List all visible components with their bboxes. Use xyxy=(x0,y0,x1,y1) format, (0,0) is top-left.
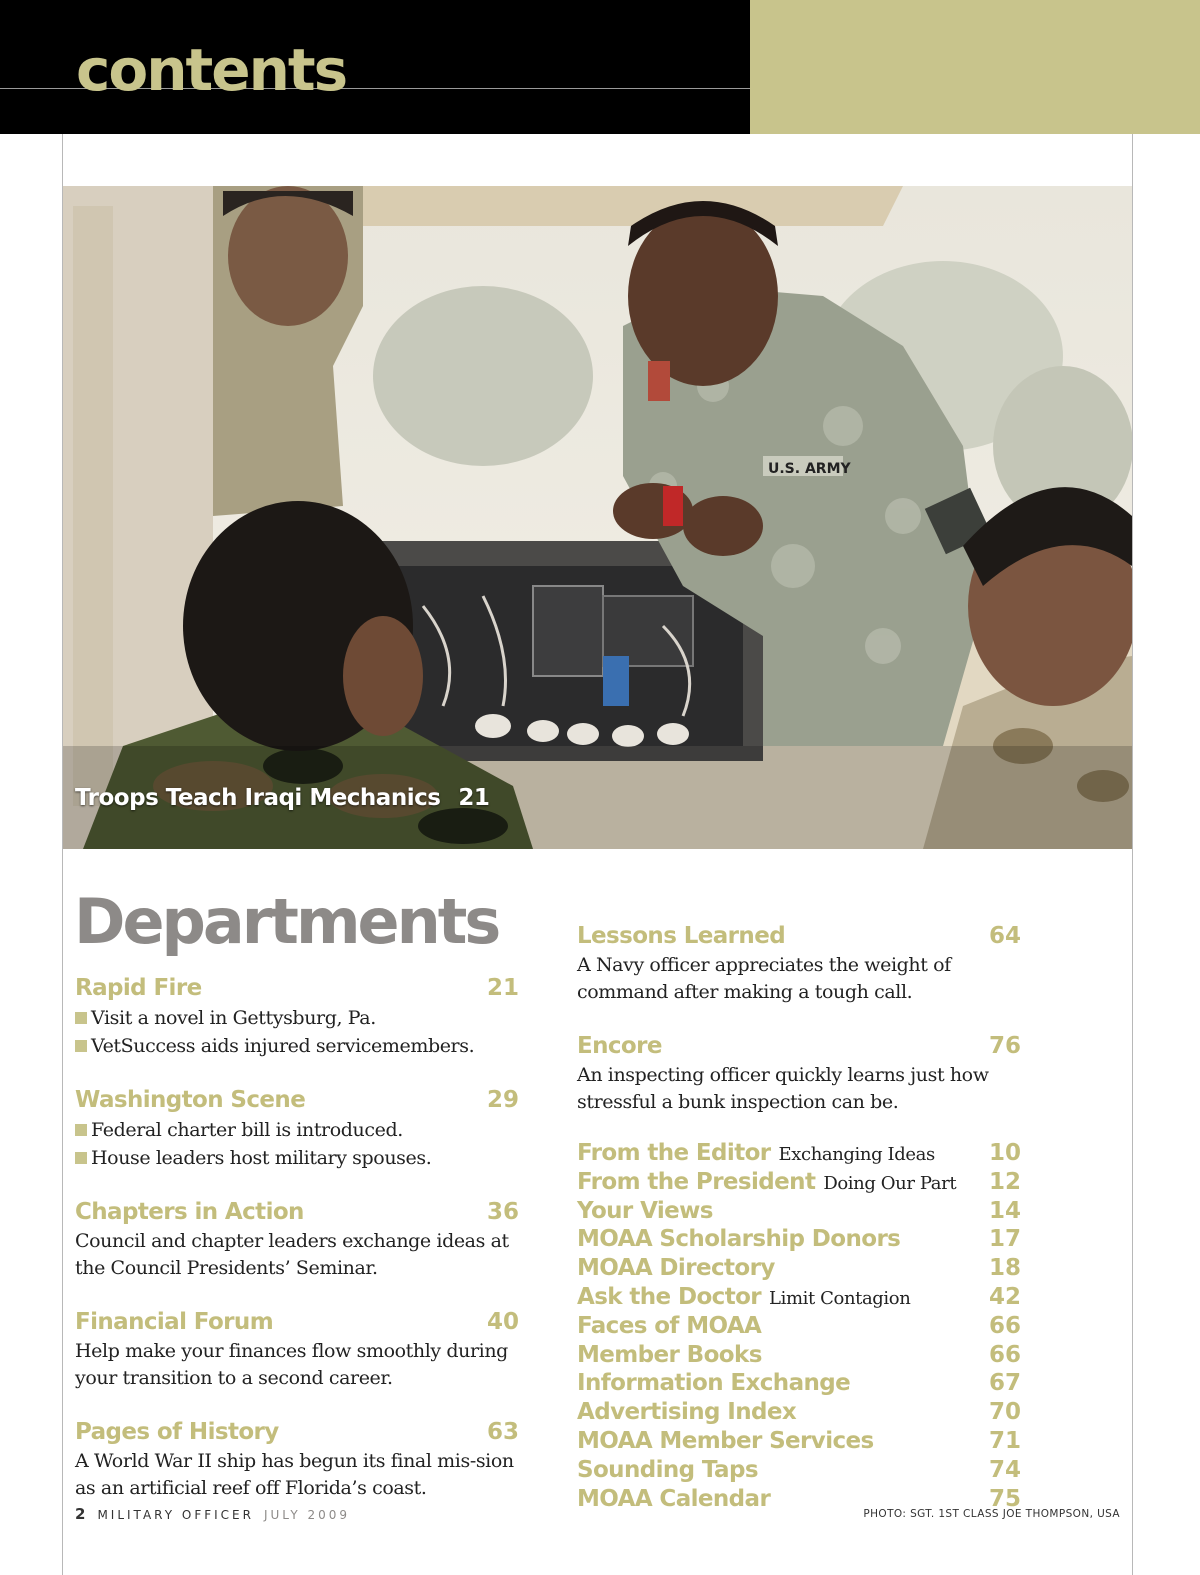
entry-page: 66 xyxy=(988,1312,1021,1339)
toc-entry-chapters-in-action[interactable] xyxy=(75,1196,523,1282)
entry-title[interactable]: Pages of History xyxy=(75,1419,279,1445)
entry-page: 40 xyxy=(486,1309,519,1335)
toc-entry-scholarship-donors[interactable] xyxy=(577,1226,1025,1255)
entry-page: 74 xyxy=(988,1456,1021,1483)
entry-title[interactable]: From the Editor xyxy=(577,1140,771,1166)
toc-entry-rapid-fire[interactable] xyxy=(75,972,523,1060)
bullet-square-icon xyxy=(75,1152,87,1164)
entry-page: 70 xyxy=(988,1399,1021,1426)
entry-description: Help make your finances flow smoothly during your transition to a second career. xyxy=(75,1340,508,1389)
photo-illustration xyxy=(63,186,1132,849)
entry-title[interactable]: Washington Scene xyxy=(75,1087,306,1113)
entry-page: 10 xyxy=(988,1140,1021,1166)
toc-entry-faces-of-moaa[interactable] xyxy=(577,1313,1025,1342)
entry-description: A Navy officer appreciates the weight of command after making a tough call. xyxy=(577,954,951,1003)
entry-title[interactable]: Encore xyxy=(577,1033,662,1059)
publication-name: MILITARY OFFICER xyxy=(97,1508,254,1522)
photo-caption[interactable] xyxy=(75,785,489,811)
toc-entry-member-services[interactable] xyxy=(577,1428,1025,1457)
toc-entry-from-the-president[interactable] xyxy=(577,1169,1025,1198)
entry-title[interactable]: Ask the Doctor xyxy=(577,1283,762,1310)
entry-title[interactable]: Rapid Fire xyxy=(75,975,202,1001)
issue-date: JULY 2009 xyxy=(263,1508,351,1522)
toc-entry-information-exchange[interactable] xyxy=(577,1370,1025,1399)
bullet-square-icon xyxy=(75,1040,87,1052)
toc-entry-your-views[interactable] xyxy=(577,1198,1025,1227)
entry-title[interactable]: Chapters in Action xyxy=(75,1199,304,1225)
entry-title[interactable]: Sounding Taps xyxy=(577,1456,758,1483)
entry-title[interactable]: Your Views xyxy=(577,1197,713,1224)
entry-subtitle: Limit Contagion xyxy=(769,1287,911,1309)
entry-title[interactable]: MOAA Calendar xyxy=(577,1485,771,1512)
entry-page: 76 xyxy=(988,1033,1021,1059)
toc-entry-lessons-learned[interactable] xyxy=(577,920,1025,1006)
toc-entry-ask-the-doctor[interactable] xyxy=(577,1284,1025,1313)
bullet-text: Visit a novel in Gettysburg, Pa. xyxy=(91,1007,376,1029)
entry-title[interactable]: MOAA Directory xyxy=(577,1255,775,1282)
photo-caption-title[interactable]: Troops Teach Iraqi Mechanics xyxy=(75,785,441,811)
bullet-text: House leaders host military spouses. xyxy=(91,1147,432,1169)
toc-entry-sounding-taps[interactable] xyxy=(577,1457,1025,1486)
page-title: contents xyxy=(76,36,347,104)
entry-page: 12 xyxy=(988,1168,1021,1195)
entry-description: An inspecting officer quickly learns just how stressful a bunk inspection can be. xyxy=(577,1064,989,1113)
toc-entry-financial-forum[interactable] xyxy=(75,1306,523,1392)
bullet-item xyxy=(75,1116,523,1144)
uniform-tape: U.S. ARMY xyxy=(768,461,851,477)
bullet-text: VetSuccess aids injured servicemembers. xyxy=(91,1035,475,1057)
entry-page: 21 xyxy=(486,975,519,1001)
entry-title[interactable]: Advertising Index xyxy=(577,1399,797,1426)
departments-left-column xyxy=(75,972,523,1526)
header-accent-block xyxy=(750,0,1200,134)
entry-page: 75 xyxy=(988,1485,1021,1512)
departments-heading: Departments xyxy=(74,885,499,958)
entry-title[interactable]: Financial Forum xyxy=(75,1309,274,1335)
entry-title[interactable]: MOAA Member Services xyxy=(577,1427,874,1454)
entry-title[interactable]: From the President xyxy=(577,1168,816,1195)
frame-rule-right xyxy=(1132,134,1133,1575)
entry-title[interactable]: Information Exchange xyxy=(577,1370,851,1397)
toc-entry-washington-scene[interactable] xyxy=(75,1084,523,1172)
entry-page: 42 xyxy=(988,1283,1021,1310)
entry-description: A World War II ship has begun its final mis-sion as an artificial reef off Florida’s coast. xyxy=(75,1450,514,1499)
bullet-item xyxy=(75,1032,523,1060)
toc-entry-encore[interactable] xyxy=(577,1030,1025,1116)
bullet-square-icon xyxy=(75,1012,87,1024)
entry-page: 63 xyxy=(486,1419,519,1445)
bullet-item xyxy=(75,1144,523,1172)
entry-page: 67 xyxy=(988,1370,1021,1397)
entry-page: 66 xyxy=(988,1341,1021,1368)
departments-right-column xyxy=(577,920,1025,1514)
entry-page: 18 xyxy=(988,1255,1021,1282)
toc-entry-from-the-editor[interactable] xyxy=(577,1140,1025,1169)
short-entries-list xyxy=(577,1140,1025,1514)
bullet-square-icon xyxy=(75,1124,87,1136)
entry-page: 14 xyxy=(988,1197,1021,1224)
entry-page: 36 xyxy=(486,1199,519,1225)
toc-entry-advertising-index[interactable] xyxy=(577,1399,1025,1428)
toc-entry-member-books[interactable] xyxy=(577,1342,1025,1371)
entry-title[interactable]: MOAA Scholarship Donors xyxy=(577,1226,901,1253)
photo-credit: PHOTO: SGT. 1ST CLASS JOE THOMPSON, USA xyxy=(863,1508,1120,1520)
photo-caption-page: 21 xyxy=(458,785,490,811)
entry-description: Council and chapter leaders exchange ideas at the Council Presidents’ Seminar. xyxy=(75,1230,509,1279)
toc-entry-pages-of-history[interactable] xyxy=(75,1416,523,1502)
page-number: 2 xyxy=(75,1505,86,1523)
entry-title[interactable]: Lessons Learned xyxy=(577,923,786,949)
footer-folio xyxy=(75,1505,350,1523)
entry-title[interactable]: Member Books xyxy=(577,1341,762,1368)
bullet-item xyxy=(75,1004,523,1032)
toc-entry-moaa-directory[interactable] xyxy=(577,1255,1025,1284)
entry-page: 64 xyxy=(988,923,1021,949)
bullet-text: Federal charter bill is introduced. xyxy=(91,1119,403,1141)
entry-page: 71 xyxy=(988,1427,1021,1454)
entry-subtitle: Exchanging Ideas xyxy=(778,1144,935,1165)
entry-subtitle: Doing Our Part xyxy=(823,1172,957,1194)
entry-page: 29 xyxy=(486,1087,519,1113)
entry-page: 17 xyxy=(988,1226,1021,1253)
entry-title[interactable]: Faces of MOAA xyxy=(577,1312,762,1339)
cover-photo xyxy=(63,186,1132,849)
